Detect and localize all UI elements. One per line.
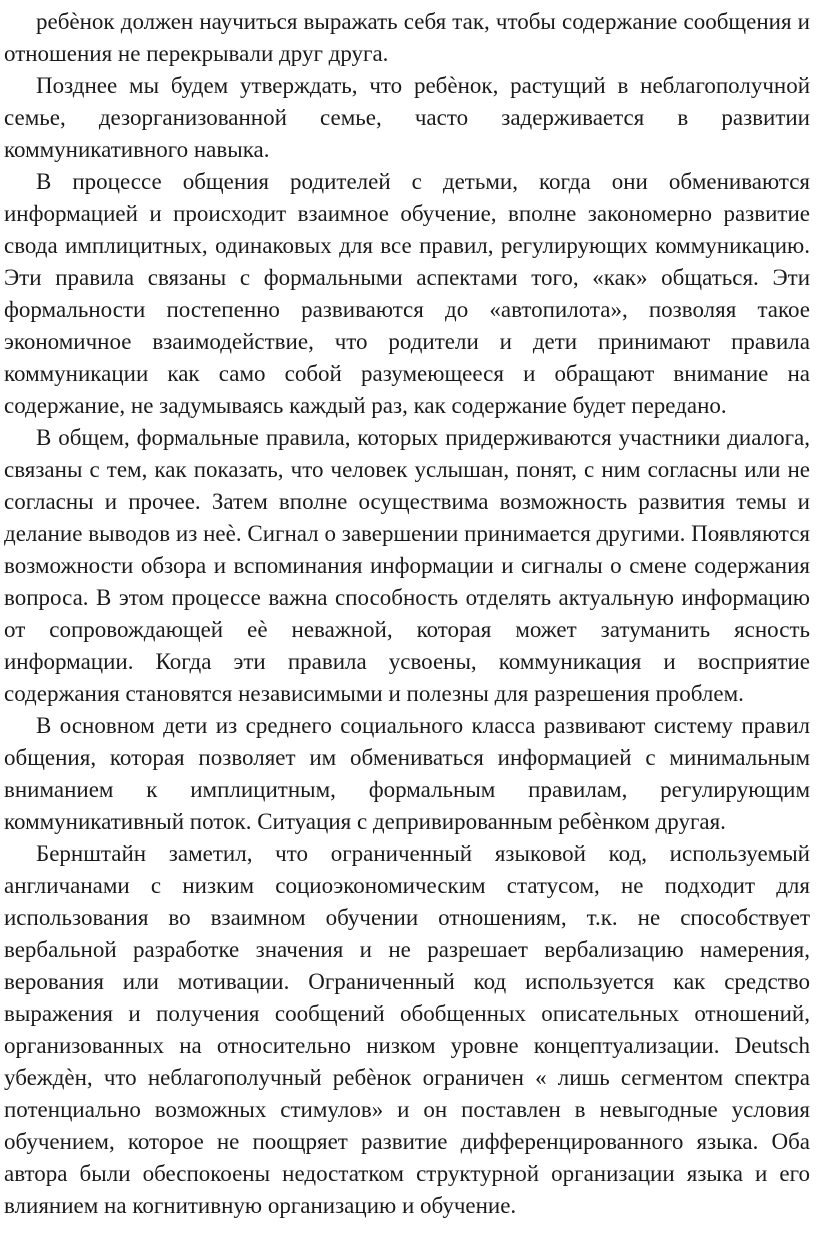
paragraph-2: Позднее мы будем утверждать, что ребѐнок, растущий в неблагополучной семье, дезорганизованной семье, часто задерживается в развитии коммуникативного навыка.: [4, 73, 810, 162]
paragraph-4: В общем, формальные правила, которых придерживаются участники диалога, связаны с тем, как показать, что человек услышан, понят, с ним согласны или не согласны и прочее. Затем вполне осуществима возможность развития темы и делание выводов из неѐ. Сигнал о завершении принимается другими. Появляются возможности обзора и вспоминания информации и сигналы о смене содержания вопроса. В этом процессе важна способность отделять актуальную информацию от сопровождающей еѐ неважной, которая может затуманить ясность информации. Когда эти правила усвоены, коммуникация и восприятие содержания становятся независимыми и полезны для разрешения проблем.: [4, 425, 810, 706]
paragraph-5: В основном дети из среднего социального класса развивают систему правил общения, которая позволяет им обмениваться информацией с минимальным вниманием к имплицитным, формальным правилам, регулирующим коммуникативный поток. Ситуация с депривированным ребѐнком другая.: [4, 713, 810, 834]
paragraph-6: Бернштайн заметил, что ограниченный языковой код, используемый англичанами с низким социоэкономическим статусом, не подходит для использования во взаимном обучении отношениям, т.к. не способствует вербальной разработке значения и не разрешает вербализацию намерения, верования или мотивации. Ограниченный код используется как средство выражения и получения сообщений обобщенных описательных отношений, организованных на относительно низком уровне концептуализации. Deutsch убеждѐн, что неблагополучный ребѐнок ограничен « лишь сегментом спектра потенциально возможных стимулов» и он поставлен в невыгодные условия обучением, которое не поощряет развитие дифференцированного языка. Оба автора были обеспокоены недостатком структурной организации языка и его влиянием на когнитивную организацию и обучение.: [4, 841, 810, 1218]
paragraph-3: В процессе общения родителей с детьми, когда они обмениваются информацией и происходит взаимное обучение, вполне закономерно развитие свода имплицитных, одинаковых для все правил, регулирующих коммуникацию. Эти правила связаны с формальными аспектами того, «как» общаться. Эти формальности постепенно развиваются до «автопилота», позволяя такое экономичное взаимодействие, что родители и дети принимают правила коммуникации как само собой разумеющееся и обращают внимание на содержание, не задумываясь каждый раз, как содержание будет передано.: [4, 169, 810, 418]
paragraph-1: ребѐнок должен научиться выражать себя так, чтобы содержание сообщения и отношения не перекрывали друг друга.: [4, 9, 810, 66]
